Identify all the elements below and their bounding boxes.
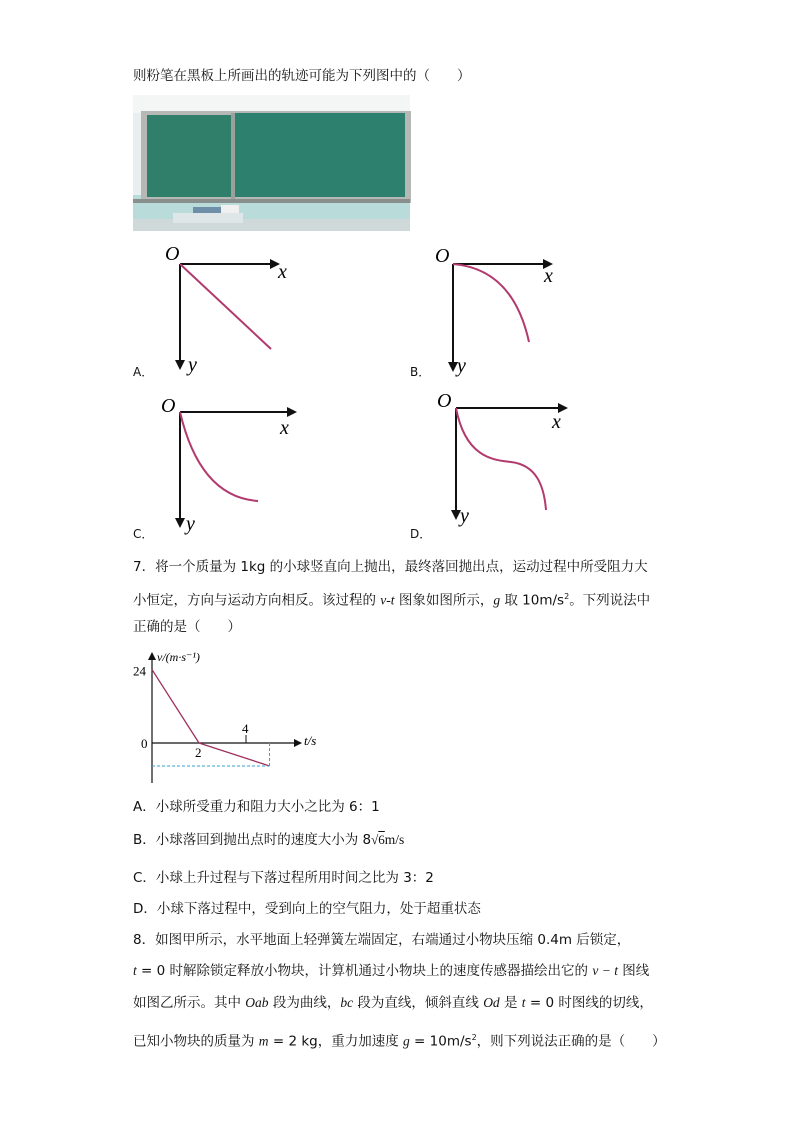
tick-label-4: 4: [242, 721, 249, 736]
q8-line-2: t = 0 时解除锁定释放小物块，计算机通过小物块上的速度传感器描绘出它的 v − t 图线: [133, 963, 650, 979]
q6-intro: 则粉笔在黑板上所画出的轨迹可能为下列图中的（ ）: [133, 68, 471, 84]
option-a-label[interactable]: A．: [133, 365, 154, 379]
trajectory-straight: [180, 264, 271, 349]
q8-line-1: 8．如图甲所示，水平地面上轻弹簧左端固定，右端通过小物块压缩 0.4m 后锁定，: [133, 932, 631, 948]
q7-option-b[interactable]: B．小球落回到抛出点时的速度大小为 8√6m/s: [133, 832, 405, 848]
q7-line-1: 7．将一个质量为 1kg 的小球竖直向上抛出，最终落回抛出点，运动过程中所受阻力大: [133, 559, 648, 575]
axis-x-label: x: [280, 417, 289, 439]
option-b-label[interactable]: B．: [410, 365, 431, 379]
axis-y-label: y: [186, 513, 195, 535]
chart-xlabel: t/s: [304, 733, 317, 748]
q8-line-4: 已知小物块的质量为 m = 2 kg，重力加速度 $g = 10m/s^2$，则下列说法正确的是（ ）: [133, 1033, 666, 1050]
series-0-segment: [152, 670, 199, 743]
q7-line-2: 小恒定，方向与运动方向相反。该过程的 v-t 图象如图所示，g 取 $10m/s^2$。下列说法中: [133, 592, 651, 609]
axis-origin: O: [161, 395, 176, 417]
axis-origin: O: [435, 245, 450, 267]
axis-x-label: x: [552, 411, 561, 433]
tick-label-0: 0: [141, 736, 148, 751]
q8-line-3: 如图乙所示。其中 Oab 段为曲线，bc 段为直线，倾斜直线 Od 是 t = 0 时图线的切线，: [133, 995, 653, 1011]
option-d-graph: [436, 390, 576, 527]
option-d-label[interactable]: D．: [410, 527, 432, 541]
option-b-graph: [433, 244, 573, 377]
trajectory-concave-down: [453, 264, 529, 342]
trajectory-s-curve: [456, 408, 546, 510]
axis-y-label: y: [460, 505, 469, 527]
chart-ylabel: v/(m·s⁻¹): [157, 650, 200, 664]
axis-y-label: y: [188, 354, 197, 376]
option-a-graph: [163, 240, 303, 375]
axis-x-label: x: [544, 265, 553, 287]
q7-option-a[interactable]: A．小球所受重力和阻力大小之比为 6：1: [133, 799, 380, 815]
option-c-label[interactable]: C．: [133, 527, 154, 541]
q7-option-c[interactable]: C．小球上升过程与下落过程所用时间之比为 3：2: [133, 870, 434, 886]
axis-x-label: x: [278, 261, 287, 283]
axis-origin: O: [165, 243, 180, 265]
axis-origin: O: [437, 390, 452, 412]
option-c-graph: [160, 392, 300, 535]
trajectory-concave-up: [180, 412, 258, 501]
axis-y-label: y: [457, 355, 466, 377]
q7-option-d[interactable]: D．小球下落过程中，受到向上的空气阻力，处于超重状态: [133, 901, 481, 917]
q7-line-3: 正确的是（ ）: [133, 619, 241, 635]
tick-label-2: 2: [195, 745, 202, 760]
series-1-segment: [199, 743, 270, 766]
vt-chart: [133, 645, 333, 785]
tick-label-24: 24: [133, 663, 146, 679]
blackboard-photo: [133, 95, 410, 231]
